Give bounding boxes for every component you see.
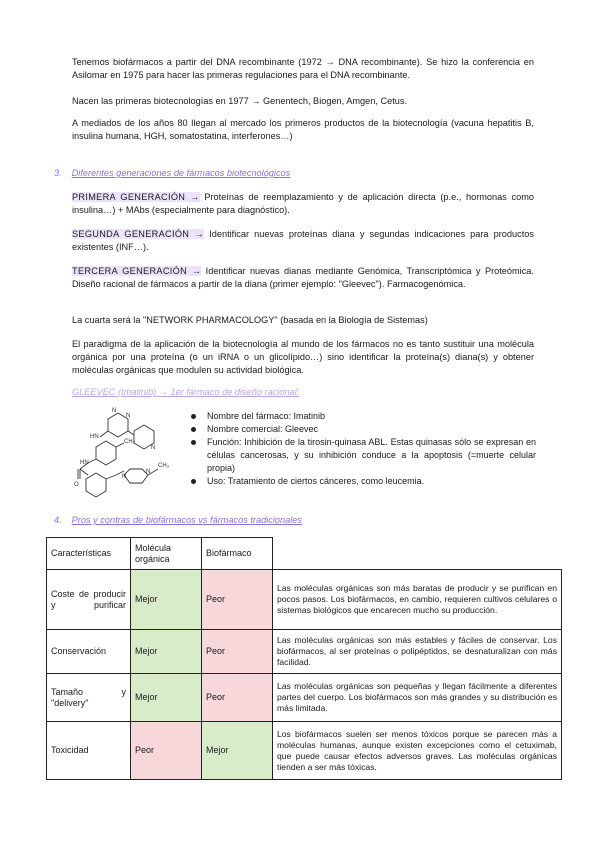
benzene-ring bbox=[86, 473, 106, 497]
list-item bbox=[190, 423, 536, 436]
mol-label-n4: N bbox=[122, 474, 127, 480]
bullet-icon bbox=[191, 427, 196, 432]
comparison-table bbox=[46, 537, 562, 780]
fourth-generation: La cuarta será la "NETWORK PHARMACOLOGY" (basada en la Biología de Sistemas) bbox=[72, 315, 428, 325]
second-generation-text: Identificar nuevas proteínas diana y segundas indicaciones para productos existentes (INF…). bbox=[72, 229, 534, 252]
section-4-heading bbox=[54, 514, 302, 527]
header-cell-empty bbox=[273, 538, 562, 570]
note-cell: Las moléculas orgánicas son más estables y fáciles de conservar. Los biofármacos, al ser proteínas o polipéptidos, se desnaturalizan con más facilidad. bbox=[273, 630, 562, 674]
feature-cell: Coste de producir y purificar bbox=[47, 570, 131, 630]
table-row bbox=[47, 570, 562, 630]
organic-cell: Mejor bbox=[131, 570, 202, 630]
pyrimidine-ring bbox=[108, 413, 131, 437]
bullet-text: Nombre del fármaco: Imatinib bbox=[207, 411, 326, 421]
feature-cell: Toxicidad bbox=[47, 722, 131, 780]
table-header-row bbox=[47, 538, 562, 570]
third-generation bbox=[72, 265, 534, 291]
organic-cell: Mejor bbox=[131, 674, 202, 722]
mol-label-n2: N bbox=[112, 408, 117, 414]
first-generation-label: PRIMERA GENERACIÓN → bbox=[72, 192, 200, 202]
bullet-text: Uso: Tratamiento de ciertos cánceres, como leucemia. bbox=[207, 476, 425, 486]
section-4-title: Pros y contras de biofármacos vs fármacos tradicionales bbox=[71, 515, 302, 525]
section-3-number: 3. bbox=[54, 168, 62, 178]
bullet-text: Nombre comercial: Gleevec bbox=[207, 424, 319, 434]
imatinib-structure-image bbox=[66, 403, 184, 503]
feature-cell: Conservación bbox=[47, 630, 131, 674]
first-generation bbox=[72, 191, 534, 217]
bullet-icon bbox=[191, 440, 196, 445]
bullet-icon bbox=[191, 414, 196, 419]
intro-paragraph-3: A mediados de los años 80 llegan al mercado los primeros productos de la biotecnología (vacuna hepatitis B, insulina humana, HGH, somatostatina, interferones…) bbox=[72, 118, 534, 141]
gleevec-title: GLEEVEC (Imatinib) → 1er fármaco de diseño racional: bbox=[72, 387, 300, 397]
mol-label-ch3b: CH₃ bbox=[158, 463, 170, 469]
intro-paragraph-1: Tenemos biofármacos a partir del DNA recombinante (1972 → DNA recombinante). Se hizo la conferencia en Asilomar en 1975 para hacer las primeras regulaciones para el DNA recombinante. bbox=[72, 57, 534, 80]
header-cell: Biofármaco bbox=[202, 538, 273, 570]
mol-label-o: O bbox=[74, 482, 79, 488]
section-4-number: 4. bbox=[54, 515, 62, 525]
table-row bbox=[47, 722, 562, 780]
mol-label-nh1: HN bbox=[90, 434, 99, 440]
note-cell: Las moléculas orgánicas son más baratas de producir y se purifican en pocos pasos. Los biofármacos, en cambio, requieren cultivos celulares o sistemas biológicos que encarecen mucho su producción. bbox=[273, 570, 562, 630]
mol-label-n1: N bbox=[126, 413, 131, 419]
mol-label-n5: N bbox=[146, 469, 151, 475]
table-row bbox=[47, 674, 562, 722]
gleevec-bullet-list bbox=[190, 410, 536, 488]
bullet-text: Función: Inhibición de la tirosin-quinasa ABL. Estas quinasas sólo se expresan en células cancerosas, y su inhibición conduce a la apoptosis (=muerte celular propia) bbox=[207, 437, 536, 473]
bio-cell: Peor bbox=[202, 674, 273, 722]
list-item bbox=[190, 436, 536, 475]
section-3-heading bbox=[54, 167, 290, 180]
intro-paragraph-2: Nacen las primeras biotecnologías en 1977 → Genentech, Biogen, Amgen, Cetus. bbox=[72, 96, 408, 106]
note-cell: Las moléculas orgánicas son pequeñas y llegan fácilmente a diferentes partes del cuerpo. Los biofármacos son más grandes y su distribución es más limitada. bbox=[273, 674, 562, 722]
piperazine-ring bbox=[124, 469, 151, 483]
mol-label-nh2: HN bbox=[80, 460, 89, 466]
feature-cell: Tamaño y "delivery" bbox=[47, 674, 131, 722]
bio-cell: Peor bbox=[202, 630, 273, 674]
paradigm-paragraph: El paradigma de la aplicación de la biotecnología al mundo de los fármacos no es tanto sustituir una molécula orgánica por una proteína (o un iRNA o un glicolípido…) sino identificar la proteína(s) diana(s) y obtener moléculas orgánicas que modulen su actividad biológica. bbox=[72, 339, 534, 375]
organic-cell: Peor bbox=[131, 722, 202, 780]
mol-label-n3: N bbox=[151, 445, 156, 451]
organic-cell: Mejor bbox=[131, 630, 202, 674]
note-cell: Los biofármacos suelen ser menos tóxicos porque se parecen más a moléculas humanas, aunque existen excepciones como el cetuximab, que puede causar efectos adversos graves. Las moléculas orgánicas tienden a ser más tóxicas. bbox=[273, 722, 562, 780]
third-generation-label: TERCERA GENERACIÓN → bbox=[72, 266, 202, 276]
second-generation bbox=[72, 228, 534, 254]
list-item bbox=[190, 475, 536, 488]
bullet-icon bbox=[191, 479, 196, 484]
list-item bbox=[190, 410, 536, 423]
toluene-ring bbox=[96, 441, 116, 465]
header-cell: Características bbox=[47, 538, 131, 570]
bio-cell: Peor bbox=[202, 570, 273, 630]
first-generation-text: Proteínas de reemplazamiento y de aplicación directa (p.e., hormonas como insulina…) + MAbs (especialmente para diagnóstico). bbox=[72, 192, 534, 215]
bio-cell: Mejor bbox=[202, 722, 273, 780]
section-3-title: Diferentes generaciones de fármacos biotecnológicos bbox=[71, 168, 291, 178]
header-cell: Molécula orgánica bbox=[131, 538, 202, 570]
mol-label-ch3a: CH₃ bbox=[124, 439, 136, 445]
third-generation-text: Identificar nuevas dianas mediante Genómica, Transcriptómica y Proteómica. Diseño racional de fármacos a partir de la diana (primer ejemplo: "Gleevec"). Farmacogenómica. bbox=[72, 266, 534, 289]
second-generation-label: SEGUNDA GENERACIÓN → bbox=[72, 229, 205, 239]
table-row bbox=[47, 630, 562, 674]
